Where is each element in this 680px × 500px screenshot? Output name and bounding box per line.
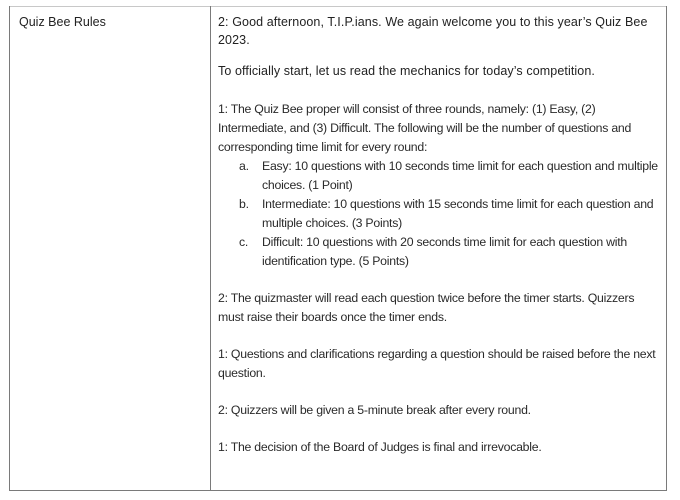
- round-item-difficult: [239, 233, 658, 271]
- rounds-list: [218, 157, 658, 271]
- rule-clarifications: 1: Questions and clarifications regarding a question should be raised before the next question.: [218, 347, 656, 380]
- rule-quizmaster: 2: The quizmaster will read each question twice before the timer starts. Quizzers must raise their boards once the timer ends.: [218, 291, 635, 324]
- greeting-paragraph: 2: Good afternoon, T.I.P.ians. We again welcome you to this year’s Quiz Bee 2023.: [218, 15, 648, 47]
- rule-break: 2: Quizzers will be given a 5-minute break after every round.: [218, 403, 531, 417]
- round-item-intermediate: [239, 195, 658, 233]
- round-text: Easy: 10 questions with 10 seconds time limit for each question and multiple choices. (1 Point): [262, 159, 658, 192]
- round-text: Intermediate: 10 questions with 15 seconds time limit for each question and multiple choices. (3 Points): [262, 197, 654, 230]
- rule-rounds: 1: The Quiz Bee proper will consist of three rounds, namely: (1) Easy, (2) Intermediate, and (3) Difficult. The following will be the number of questions and corresponding time limit for every round:: [218, 102, 632, 154]
- rule-judges-decision: 1: The decision of the Board of Judges is final and irrevocable.: [218, 440, 542, 454]
- section-label: Quiz Bee Rules: [19, 15, 106, 29]
- list-marker: a.: [239, 159, 249, 173]
- label-cell: [10, 6, 211, 490]
- round-text: Difficult: 10 questions with 20 seconds time limit for each question with identification type. (5 Points): [262, 235, 627, 268]
- content-cell: [211, 6, 666, 490]
- list-marker: c.: [239, 235, 249, 249]
- rules-table: [9, 6, 667, 491]
- list-marker: b.: [239, 197, 249, 211]
- mechanics-intro-paragraph: To officially start, let us read the mechanics for today’s competition.: [218, 64, 595, 78]
- round-item-easy: [239, 157, 658, 195]
